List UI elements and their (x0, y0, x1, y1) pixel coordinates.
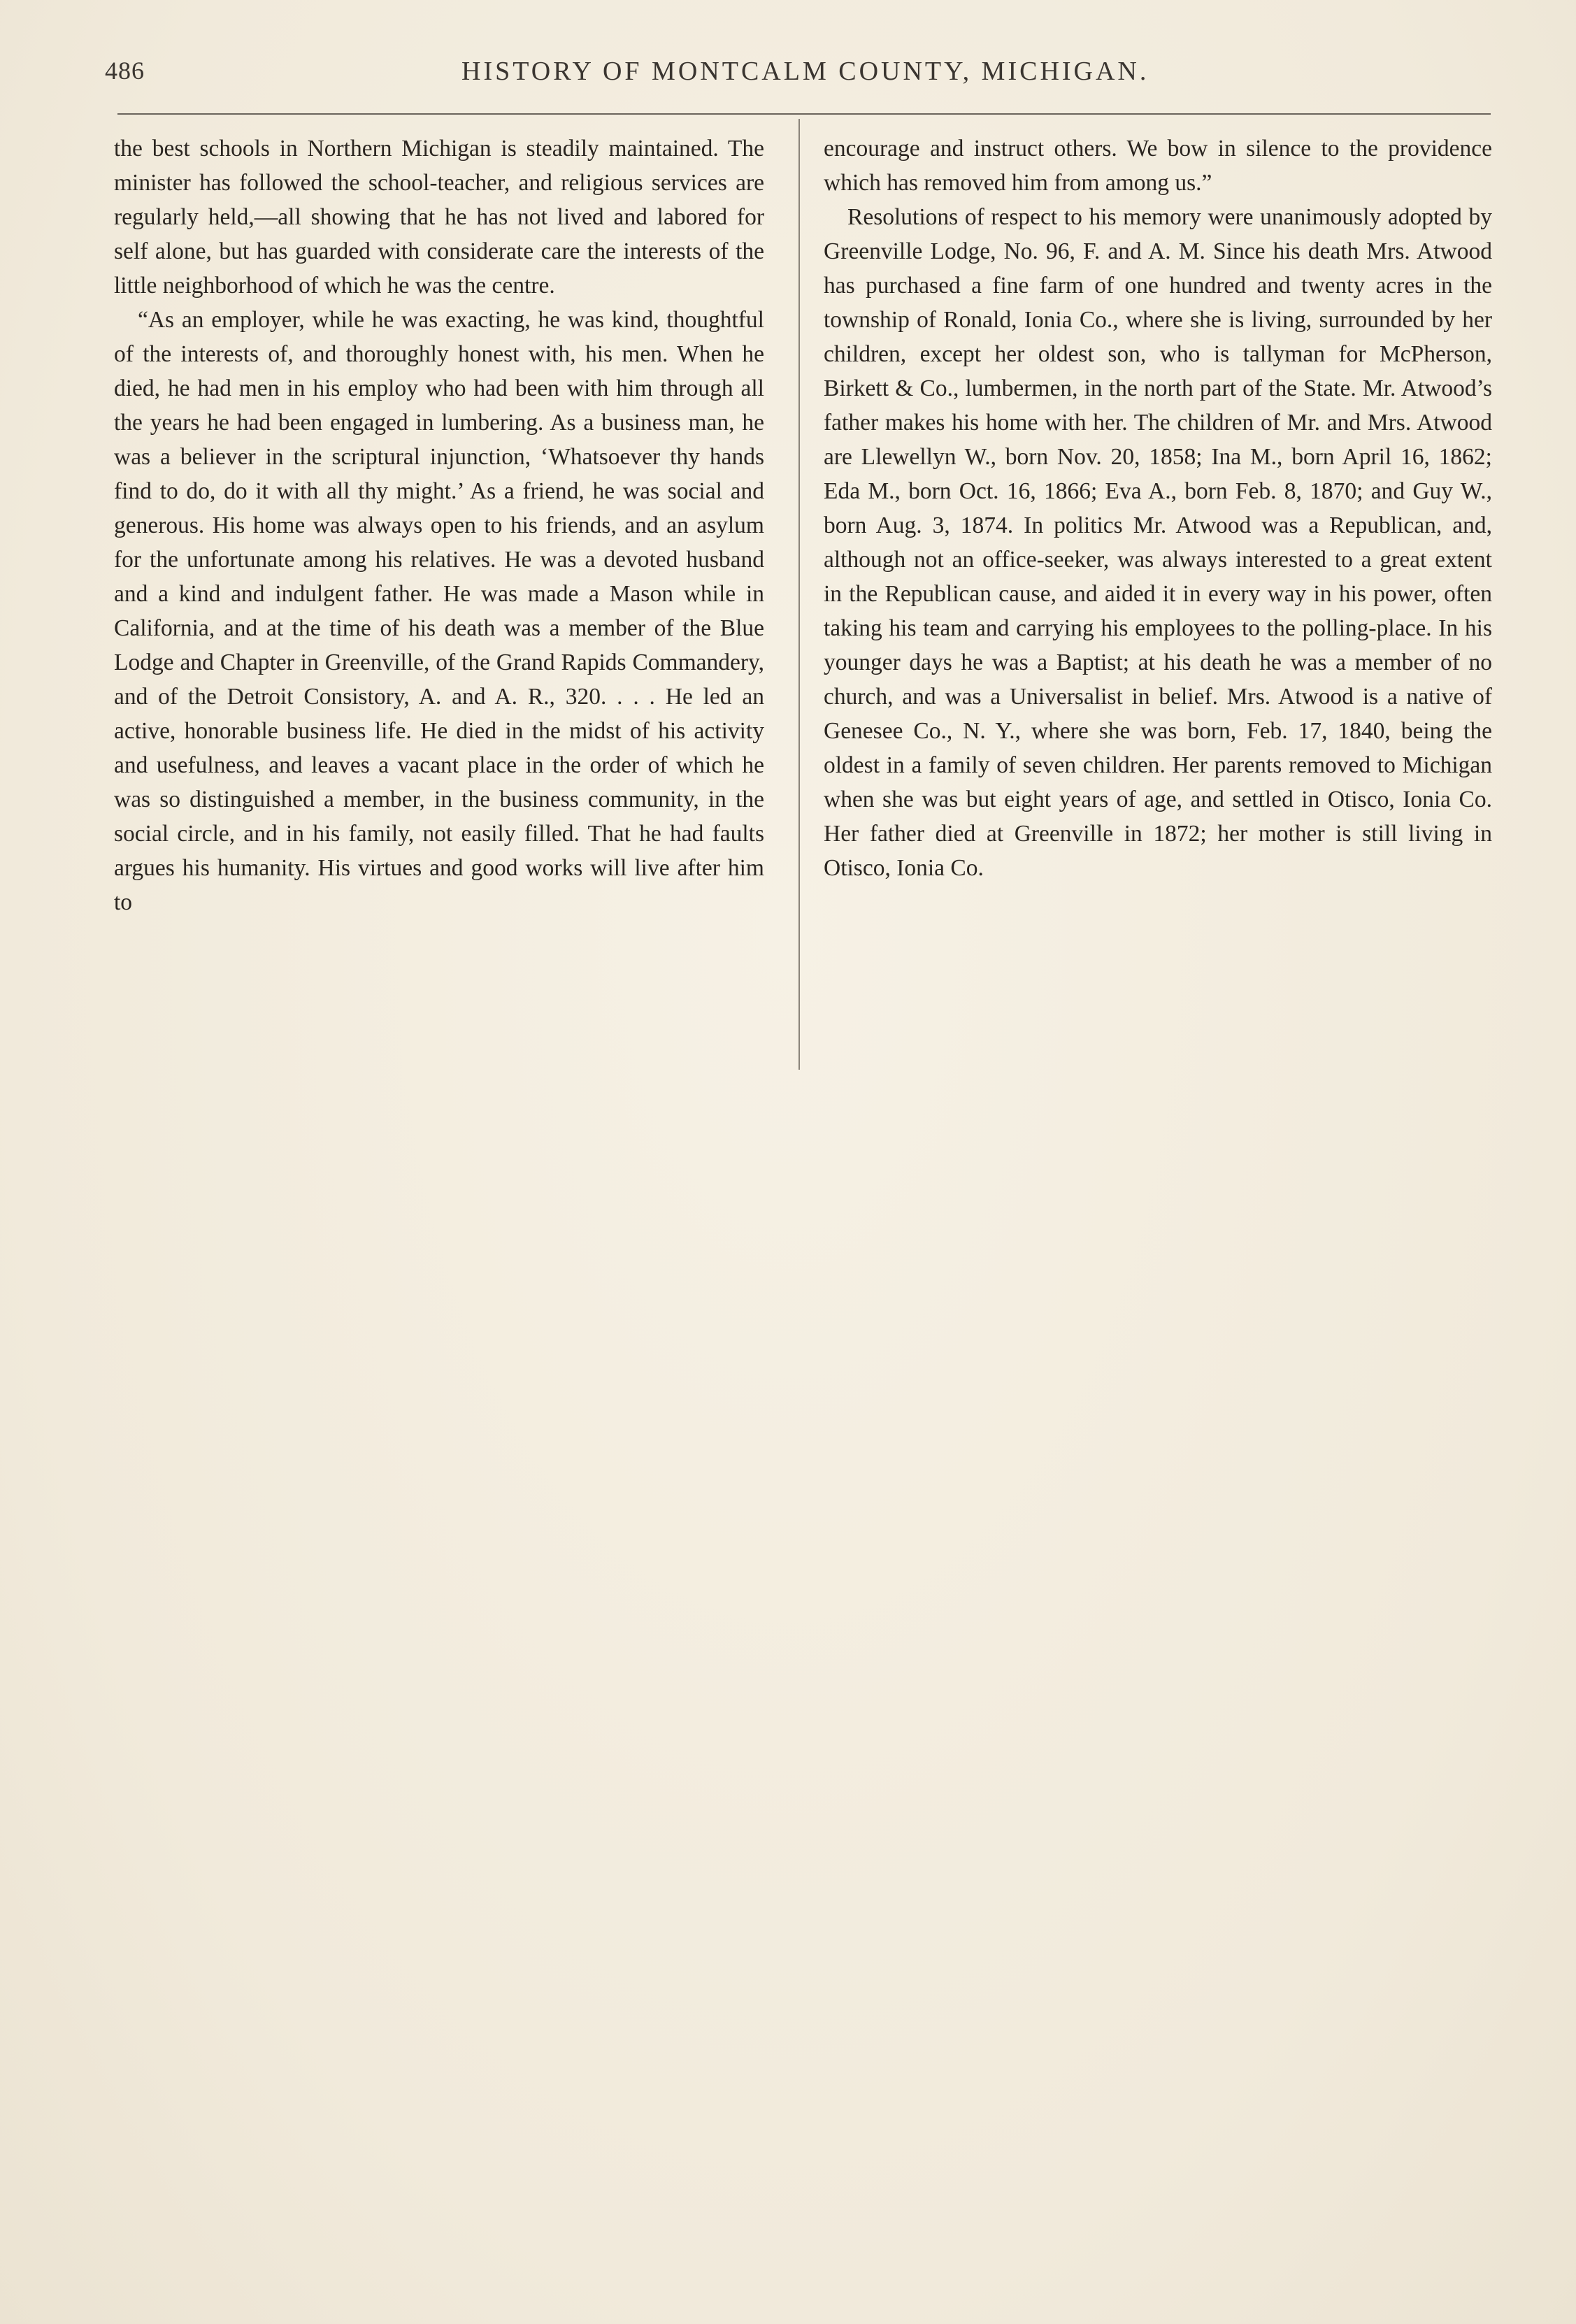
left-paragraph: “As an employer, while he was exacting, he was kind, thoughtful of the interests of, and thoroughly honest with, his men. When he died, he had men in his employ who had been with him through all the years he had been engaged in lumbering. As a business man, he was a believer in the scriptural injunction, ‘Whatsoever thy hands find to do, do it with all thy might.’ As a friend, he was social and generous. His home was always open to his friends, and an asylum for the unfortunate among his relatives. He was a devoted husband and a kind and indulgent father. He was made a Mason while in California, and at the time of his death was a member of the Blue Lodge and Chapter in Greenville, of the Grand Rapids Commandery, and of the Detroit Consistory, A. and A. R., 320. . . . He led an active, honorable business life. He died in the midst of his activity and usefulness, and leaves a vacant place in the order of which he was so distinguished a member, in the business community, in the social circle, and in his family, not easily filled. That he had faults argues his humanity. His virtues and good works will live after him to (114, 307, 764, 915)
right-paragraph: encourage and instruct others. We bow in silence to the providence which has removed him from among us.” (824, 136, 1492, 196)
page-header (105, 56, 1489, 98)
right-column (824, 131, 1492, 885)
left-paragraph: the best schools in Northern Michigan is steadily maintained. The minister has followed the school-teacher, and religious services are regularly held,—all showing that he has not lived and labored for self alone, but has guarded with considerate care the interests of the little neighborhood of which he was the centre. (114, 136, 764, 299)
header-rule (117, 113, 1491, 115)
column-divider (798, 119, 800, 1070)
page-number: 486 (105, 57, 145, 85)
left-column (114, 131, 764, 919)
right-paragraph: Resolutions of respect to his memory were unanimously adopted by Greenville Lodge, No. 96, F. and A. M. Since his death Mrs. Atwood has purchased a fine farm of one hundred and twenty acres in the township of Ronald, Ionia Co., where she is living, surrounded by her children, except her oldest son, who is tallyman for McPherson, Birkett & Co., lumbermen, in the north part of the State. Mr. Atwood’s father makes his home with her. The children of Mr. and Mrs. Atwood are Llewellyn W., born Nov. 20, 1858; Ina M., born April 16, 1862; Eda M., born Oct. 16, 1866; Eva A., born Feb. 8, 1870; and Guy W., born Aug. 3, 1874. In politics Mr. Atwood was a Republican, and, although not an office-seeker, was always interested to a great extent in the Republican cause, and aided it in every way in his power, often taking his team and carrying his employees to the polling-place. In his younger days he was a Baptist; at his death he was a member of no church, and was a Universalist in belief. Mrs. Atwood is a native of Genesee Co., N. Y., where she was born, Feb. 17, 1840, being the oldest in a family of seven children. Her parents removed to Michigan when she was but eight years of age, and settled in Otisco, Ionia Co. Her father died at Greenville in 1872; her mother is still living in Otisco, Ionia Co. (824, 204, 1492, 881)
running-title: HISTORY OF MONTCALM COUNTY, MICHIGAN. (461, 57, 1149, 86)
